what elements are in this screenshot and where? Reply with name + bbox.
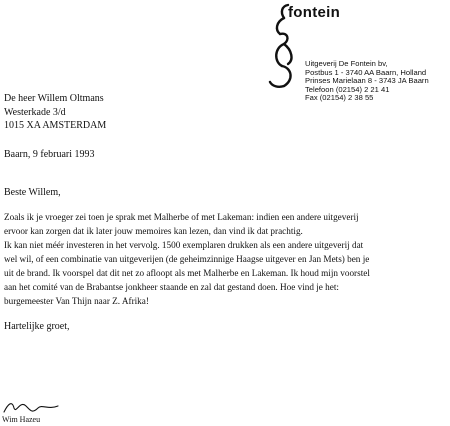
body-line: uit de brand. Ik voorspel dat dit net zo afloopt als met Malherbe en Lakeman. Ik houd mijn voorstel [4, 268, 370, 278]
recipient-line: De heer Willem Oltmans [4, 93, 104, 104]
publisher-line: Uitgeverij De Fontein bv, [305, 59, 388, 68]
publisher-line: Fax (02154) 2 38 55 [305, 93, 374, 103]
publisher-line: Prinses Marielaan 8 - 3743 JA Baarn [305, 76, 429, 86]
body-line: wel wil, of een combinatie van uitgeverijen (de geheimzinnige Haagse uitgever en Jan Mets) ben je [4, 254, 370, 264]
publisher-line: Telefoon (02154) 2 21 41 [305, 84, 390, 94]
body-line: aan het comité van de Brabantse jonkheer staande en zal dat gestand doen. Hoe vind je het: [4, 282, 339, 292]
body-line: Zoals ik je vroeger zei toen je sprak met Malherbe of met Lakeman: indien een andere uitgeverij [4, 212, 359, 222]
body-line: ervoor kan zorgen dat ik later jouw memoires kan lezen, dan vind ik dat prachtig. [4, 226, 303, 236]
brand-name: fontein [288, 4, 341, 21]
publisher-line: Postbus 1 - 3740 AA Baarn, Holland [305, 67, 427, 77]
signer-name: Wim Hazeu [2, 415, 41, 424]
letter-date: Baarn, 9 februari 1993 [4, 149, 95, 160]
recipient-line: 1015 XA AMSTERDAM [4, 120, 107, 131]
recipient-line: Westerkade 3/d [4, 106, 66, 118]
salutation: Beste Willem, [4, 187, 61, 198]
body-line: burgemeester Van Thijn naar Z. Afrika! [4, 296, 149, 306]
body-line: Ik kan niet méér investeren in het vervolg. 1500 exemplaren drukken als een andere uitgeverij dat [4, 240, 364, 250]
closing: Hartelijke groet, [4, 321, 70, 332]
